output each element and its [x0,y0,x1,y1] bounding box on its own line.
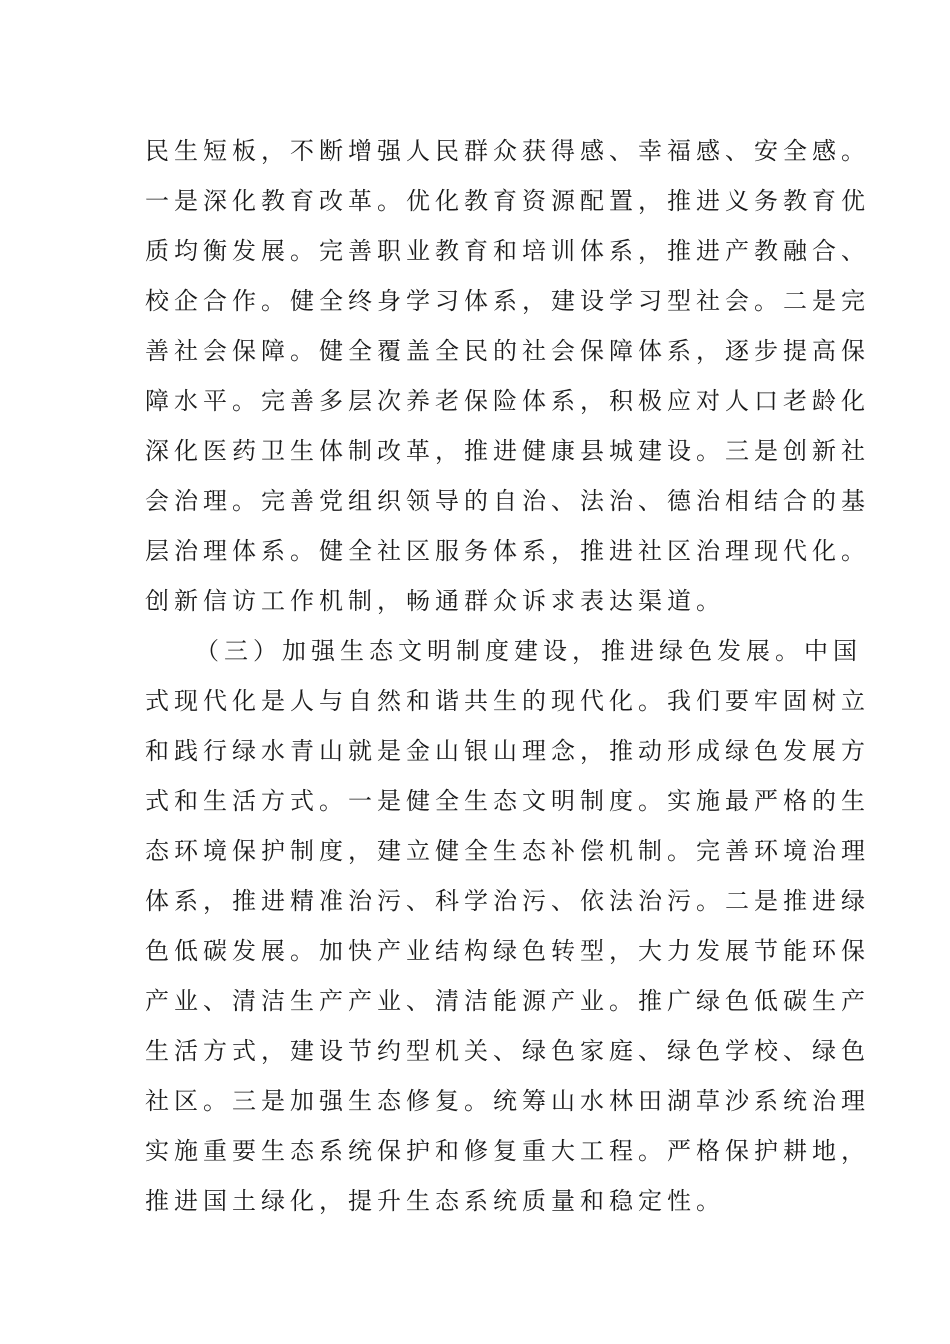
text-line: 式现代化是人与自然和谐共生的现代化。我们要牢固树立 [145,687,870,715]
text-line: 障水平。完善多层次养老保险体系，积极应对人口老龄化 [145,387,870,415]
text-line: 善社会保障。健全覆盖全民的社会保障体系，逐步提高保 [145,337,870,365]
text-line: 生活方式，建设节约型机关、绿色家庭、绿色学校、绿色 [145,1037,870,1065]
text-line: 层治理体系。健全社区服务体系，推进社区治理现代化。 [145,537,870,565]
text-line: 推进国土绿化，提升生态系统质量和稳定性。 [145,1187,725,1215]
section-heading-line: （三）加强生态文明制度建设，推进绿色发展。中国 [195,637,862,665]
text-line: 质均衡发展。完善职业教育和培训体系，推进产教融合、 [145,237,870,265]
text-line: 态环境保护制度，建立健全生态补偿机制。完善环境治理 [145,837,870,865]
text-line: 实施重要生态系统保护和修复重大工程。严格保护耕地， [145,1137,870,1165]
body-text [145,126,870,1226]
text-line: 体系，推进精准治污、科学治污、依法治污。二是推进绿 [145,887,870,915]
text-line: 一是深化教育改革。优化教育资源配置，推进义务教育优 [145,187,870,215]
text-line: 创新信访工作机制，畅通群众诉求表达渠道。 [145,587,725,615]
text-line: 深化医药卫生体制改革，推进健康县城建设。三是创新社 [145,437,870,465]
text-line: 社区。三是加强生态修复。统筹山水林田湖草沙系统治理 [145,1087,870,1115]
text-line: 色低碳发展。加快产业结构绿色转型，大力发展节能环保 [145,937,870,965]
text-line: 校企合作。健全终身学习体系，建设学习型社会。二是完 [145,287,870,315]
text-line: 和践行绿水青山就是金山银山理念，推动形成绿色发展方 [145,737,870,765]
text-line: 产业、清洁生产产业、清洁能源产业。推广绿色低碳生产 [145,987,870,1015]
text-line: 式和生活方式。一是健全生态文明制度。实施最严格的生 [145,787,870,815]
text-line: 民生短板，不断增强人民群众获得感、幸福感、安全感。 [145,137,870,165]
text-line: 会治理。完善党组织领导的自治、法治、德治相结合的基 [145,487,870,515]
